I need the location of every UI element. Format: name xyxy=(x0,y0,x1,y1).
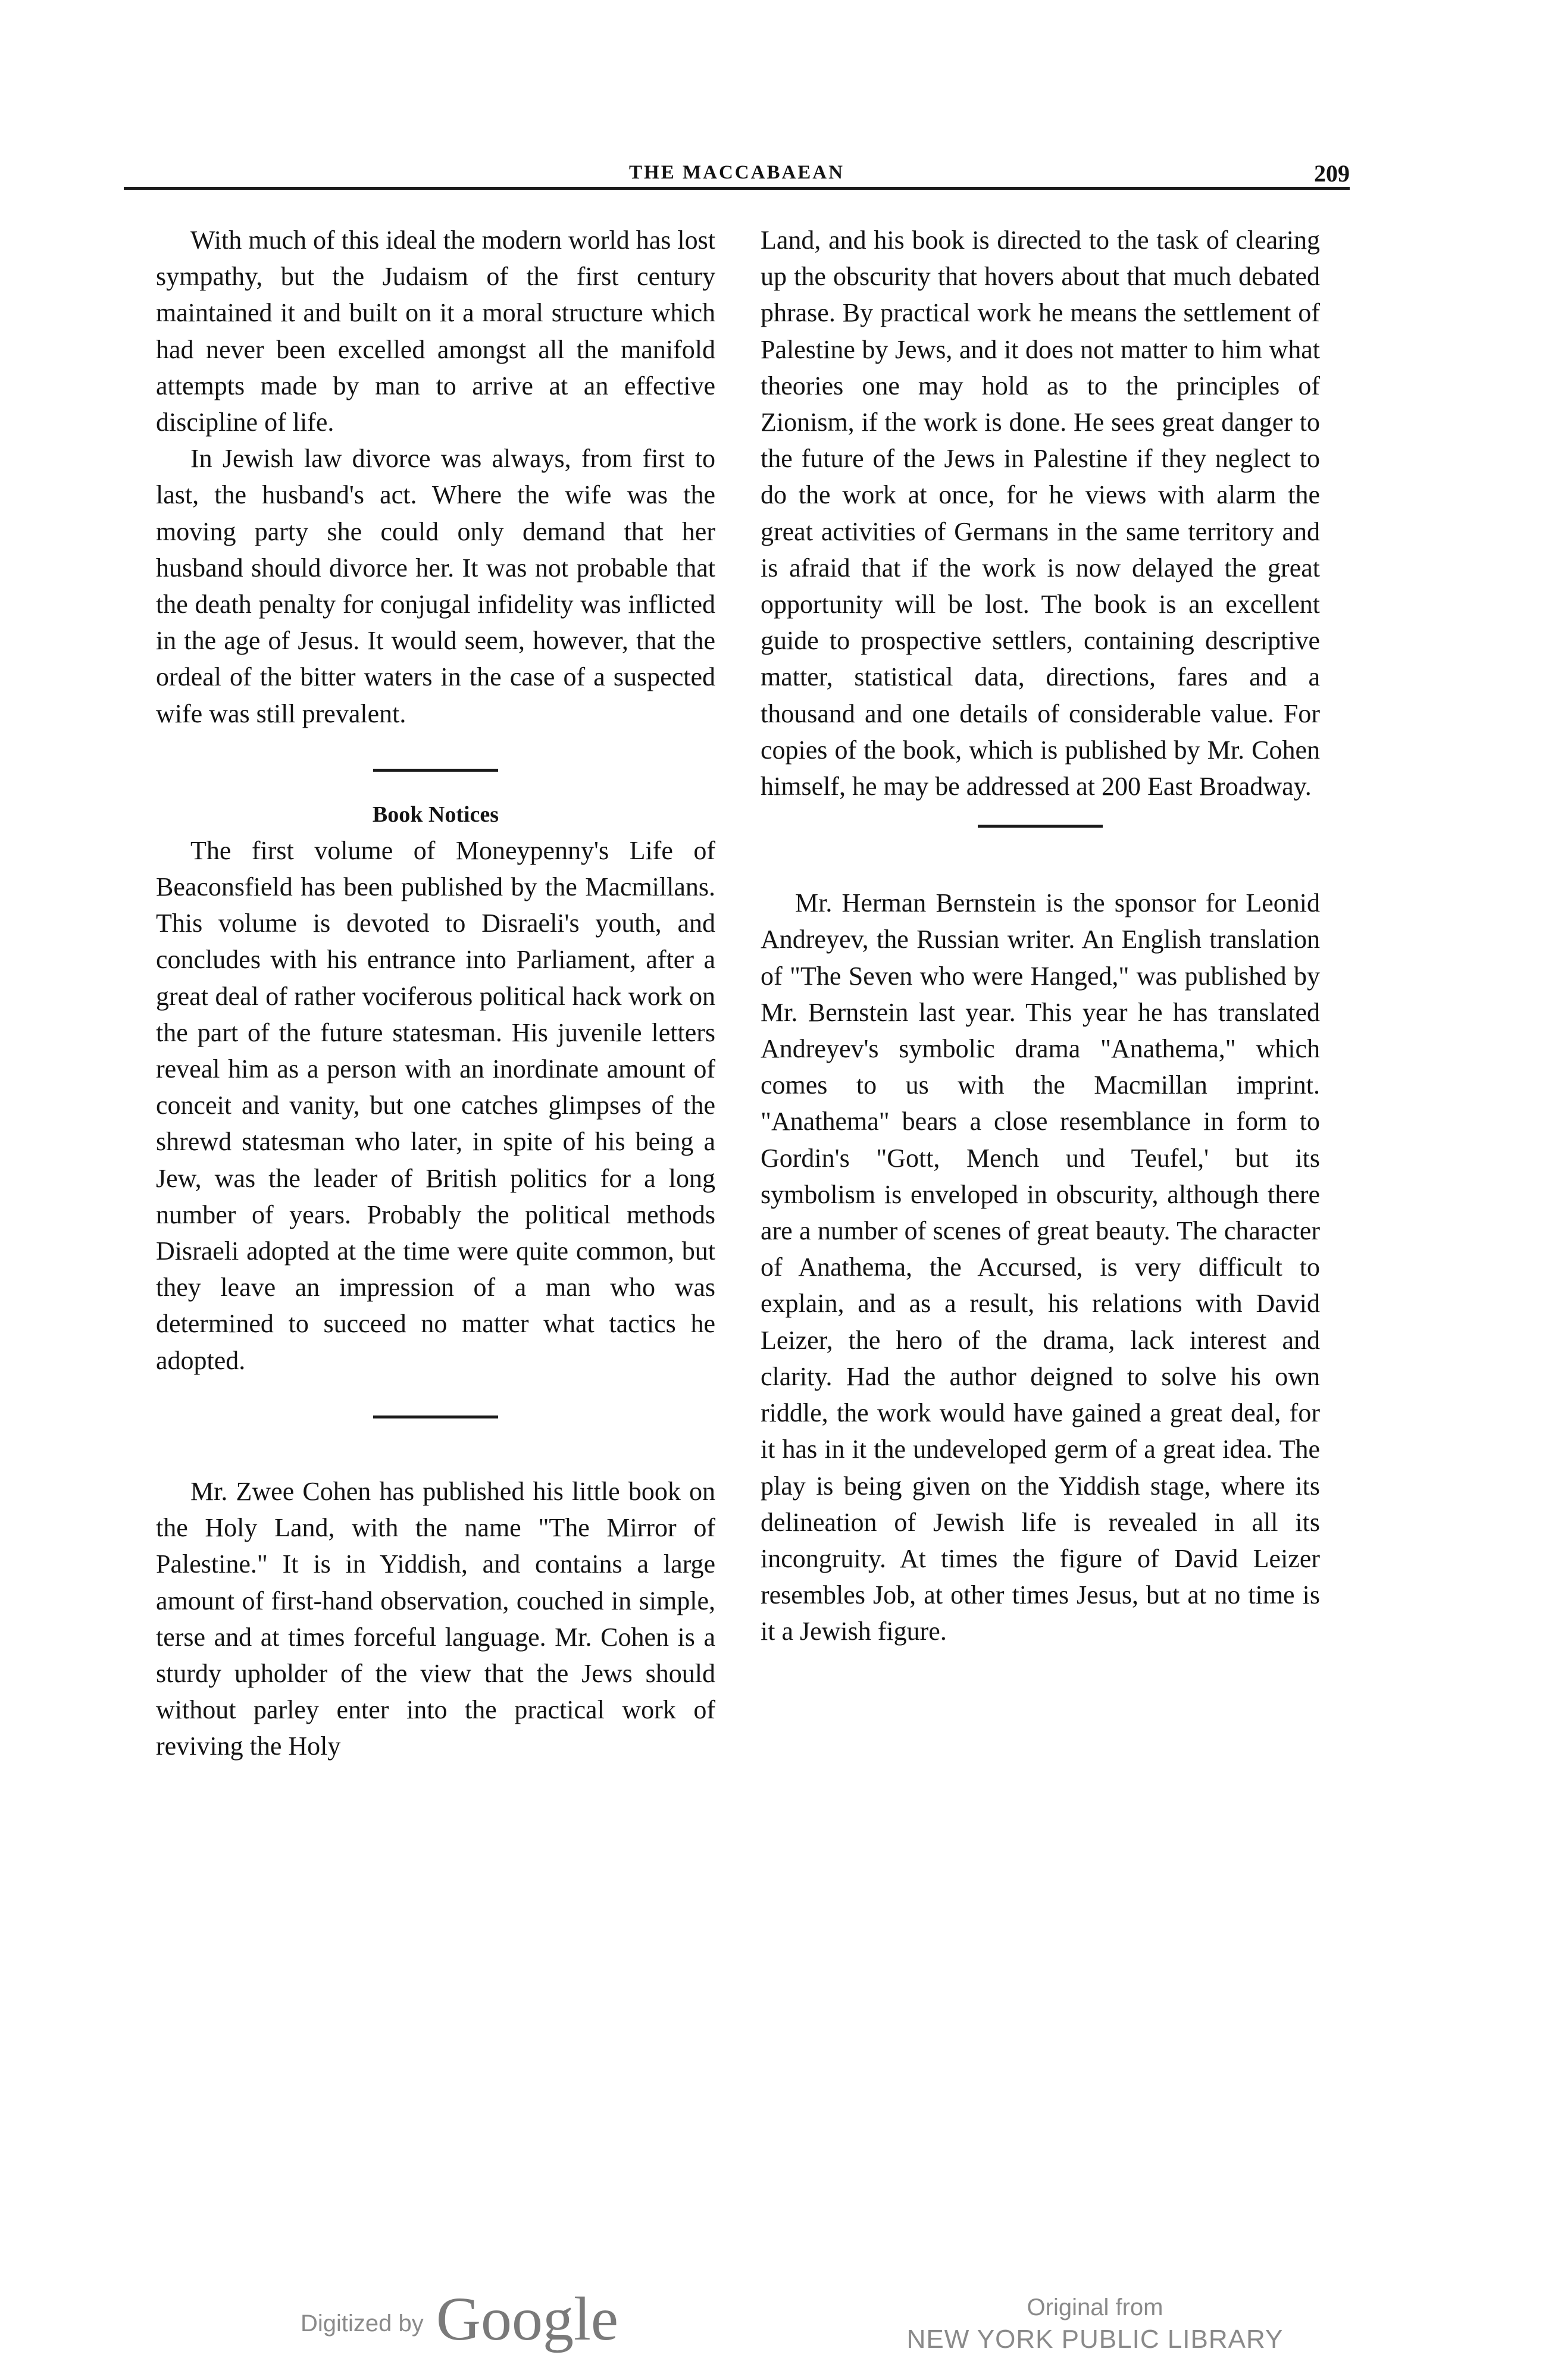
paragraph: With much of this ideal the modern world has lost sympathy, but the Judaism of the first century maintained it and built on it a moral structure which had never been excelled amongst all the manifold attempts made by man to arrive at an effective discipline of life. xyxy=(156,226,715,437)
google-logo: Google xyxy=(436,2285,619,2353)
original-from-label: Original from xyxy=(1027,2294,1163,2320)
paragraph: Mr. Zwee Cohen has published his little book on the Holy Land, with the name "The Mirror of Palestine." It is in Yiddish, and contains a large amount of first-hand observation, couched in simple, terse and at times forceful language. Mr. Cohen is a sturdy upholder of the view that the Jews should without parley enter into the practical work of reviving the Holy xyxy=(156,1476,715,1761)
paragraph: Mr. Herman Bernstein is the sponsor for Leonid Andreyev, the Russian writer. An English translation of "The Seven who were Hanged," was published by Mr. Bernstein last year. This year he has translated Andreyev's symbolic drama "Anathema," which comes to us with the Macmillan imprint. "Anathema" bears a close resemblance in form to Gordin's "Gott, Mench und Teufel,' but its symbolism is enveloped in obscurity, although there are a number of scenes of great beauty. The character of Anathema, the Accursed, is very difficult to explain, and as a result, his relations with David Leizer, the hero of the drama, lack interest and clarity. Had the author deigned to solve his own riddle, the work would have gained a great deal, for it has in it the undeveloped germ of a great idea. The play is being given on the Yiddish stage, where its delineation of Jewish life is revealed in all its incongruity. At times the figure of David Leizer resembles Job, at other times Jesus, but at no time is it a Jewish figure. xyxy=(761,888,1320,1646)
page-number: 209 xyxy=(1314,160,1350,187)
running-title: THE MACCABAEAN xyxy=(629,162,844,183)
digitized-by-label: Digitized by xyxy=(301,2310,424,2337)
left-column xyxy=(156,222,715,1765)
right-column xyxy=(761,222,1320,1650)
source-credit xyxy=(881,2292,1309,2356)
section-divider xyxy=(373,1416,498,1418)
paragraph: Land, and his book is directed to the task of clearing up the obscurity that hovers about that much debated phrase. By practical work he means the settlement of Palestine by Jews, and it does not matter to him what theories one may hold as to the principles of Zionism, if the work is done. He sees great danger to the future of the Jews in Palestine if they neglect to do the work at once, for he views with alarm the great activities of Germans in the same territory and is afraid that if the work is now delayed the great opportunity will be lost. The book is an excellent guide to prospective settlers, containing descriptive matter, statistical data, directions, fares and a thousand and one details of considerable value. For copies of the book, which is published by Mr. Cohen himself, he may be addressed at 200 East Broadway. xyxy=(761,226,1320,801)
paragraph: The first volume of Moneypenny's Life of Beaconsfield has been published by the Macmillans. This volume is devoted to Disraeli's youth, and concludes with his entrance into Parliament, after a great deal of rather vociferous political hack work on the part of the future statesman. His juvenile letters reveal him as a person with an inordinate amount of conceit and vanity, but one catches glimpses of the shrewd statesman who later, in spite of his being a Jew, was the leader of British politics for a long number of years. Probably the political methods Disraeli adopted at the time were quite common, but they leave an impression of a man who was determined to succeed no matter what tactics he adopted. xyxy=(156,835,715,1375)
section-divider xyxy=(373,769,498,772)
paragraph: In Jewish law divorce was always, from first to last, the husband's act. Where the wife was the moving party she could only demand that her husband should divorce her. It was not probable that the death penalty for conjugal infidelity was inflicted in the age of Jesus. It would seem, however, that the ordeal of the bitter waters in the case of a suspected wife was still prevalent. xyxy=(156,444,715,728)
section-divider xyxy=(978,825,1103,828)
section-heading: Book Notices xyxy=(372,801,499,827)
library-name: NEW YORK PUBLIC LIBRARY xyxy=(906,2325,1284,2354)
page-header xyxy=(124,162,1350,190)
digitization-credit xyxy=(301,2284,618,2354)
